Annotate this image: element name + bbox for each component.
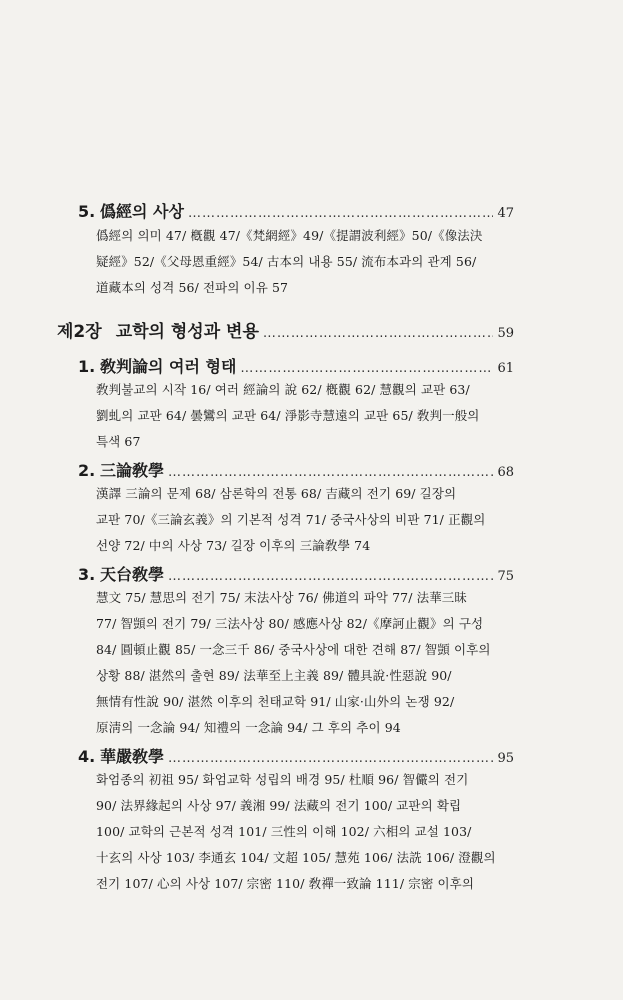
toc-section-4-heading[interactable]: [78, 744, 514, 767]
page-number: 47: [497, 206, 514, 221]
toc-section-2-heading[interactable]: [78, 458, 514, 481]
toc-entry-line: 無情有性說 90/ 湛然 이후의 천태교학 91/ 山家·山外의 논쟁 92/: [96, 694, 455, 709]
toc-entry-line: 敎判불교의 시작 16/ 여러 經論의 說 62/ 槪觀 62/ 慧觀의 교판 63/: [96, 382, 470, 397]
toc-entry-line: 교판 70/《三論玄義》의 기본적 성격 71/ 중국사상의 비판 71/ 正觀의: [96, 512, 486, 527]
section-title: 三論敎學: [100, 461, 165, 480]
chapter-title: 교학의 형성과 변용: [115, 322, 259, 342]
chapter-label: 제2장: [57, 322, 102, 342]
leader-dots: [263, 326, 494, 341]
toc-chapter-2-heading[interactable]: [57, 317, 514, 342]
toc-entry-line: 十玄의 사상 103/ 李通玄 104/ 文超 105/ 慧苑 106/ 法詵 106/ 澄觀의: [96, 850, 496, 865]
toc-entry-line: 道藏本의 성격 56/ 전파의 이유 57: [96, 280, 289, 295]
leader-dots: [168, 751, 493, 766]
toc-entry-line: 慧文 75/ 慧思의 전기 75/ 末法사상 76/ 佛道의 파악 77/ 法華三昧: [96, 590, 468, 605]
section-title: 華嚴敎學: [100, 747, 165, 766]
toc-entry-line: 선양 72/ 中의 사상 73/ 길장 이후의 三論敎學 74: [96, 538, 371, 553]
toc-section-3-heading[interactable]: [78, 562, 514, 585]
leader-dots: [168, 569, 493, 584]
toc-entry-line: 原淸의 一念論 94/ 知禮의 一念論 94/ 그 후의 추이 94: [96, 720, 401, 735]
page-number: 95: [497, 751, 514, 766]
toc-entry-line: 劉虬의 교판 64/ 曇鸞의 교판 64/ 淨影寺慧遠의 교판 65/ 敎判一般의: [96, 408, 480, 423]
section-number: 2.: [78, 461, 96, 480]
page-number: 61: [497, 361, 514, 376]
toc-entry-line: 漢譯 三論의 문제 68/ 삼론학의 전통 68/ 吉藏의 전기 69/ 길장의: [96, 486, 457, 501]
toc-entry-line: 84/ 圓頓止觀 85/ 一念三千 86/ 중국사상에 대한 견해 87/ 智顗 이후의: [96, 642, 491, 657]
page-number: 68: [497, 465, 514, 480]
toc-entry-line: 특색 67: [96, 434, 141, 449]
page-number: 59: [497, 326, 514, 341]
toc-entry-line: 100/ 교학의 근본적 성격 101/ 三性의 이해 102/ 六相의 교설 103/: [96, 824, 472, 839]
toc-section-5-heading[interactable]: [78, 199, 514, 222]
section-number: 5.: [78, 202, 96, 221]
toc-entry-line: 77/ 智顗의 전기 79/ 三法사상 80/ 感應사상 82/《摩訶止觀》의 구성: [96, 616, 484, 631]
section-number: 3.: [78, 565, 96, 584]
leader-dots: [168, 465, 493, 480]
toc-entry-line: 상황 88/ 湛然의 출현 89/ 法華至上主義 89/ 體具說·性惡說 90/: [96, 668, 452, 683]
toc-entry-line: 전기 107/ 心의 사상 107/ 宗密 110/ 敎禪一致論 111/ 宗密 이후의: [96, 876, 475, 891]
toc-entry-line: 僞經의 의미 47/ 槪觀 47/《梵網經》49/《提謂波利經》50/《像法決: [96, 228, 483, 243]
section-number: 4.: [78, 747, 96, 766]
toc-entry-line: 疑經》52/《父母恩重經》54/ 古本의 내용 55/ 流布本과의 관계 56/: [96, 254, 477, 269]
toc-section-1-heading[interactable]: [78, 354, 514, 377]
section-number: 1.: [78, 357, 96, 376]
section-title: 天台敎學: [100, 565, 165, 584]
toc-entry-line: 화엄종의 初祖 95/ 화엄교학 성립의 배경 95/ 杜順 96/ 智儼의 전기: [96, 772, 469, 787]
leader-dots: [188, 206, 494, 221]
section-title: 敎判論의 여러 형태: [100, 357, 237, 376]
leader-dots: [240, 361, 493, 376]
toc-entry-line: 90/ 法界緣起의 사상 97/ 義湘 99/ 法藏의 전기 100/ 교판의 확립: [96, 798, 462, 813]
page-number: 75: [497, 569, 514, 584]
section-title: 僞經의 사상: [100, 202, 184, 221]
